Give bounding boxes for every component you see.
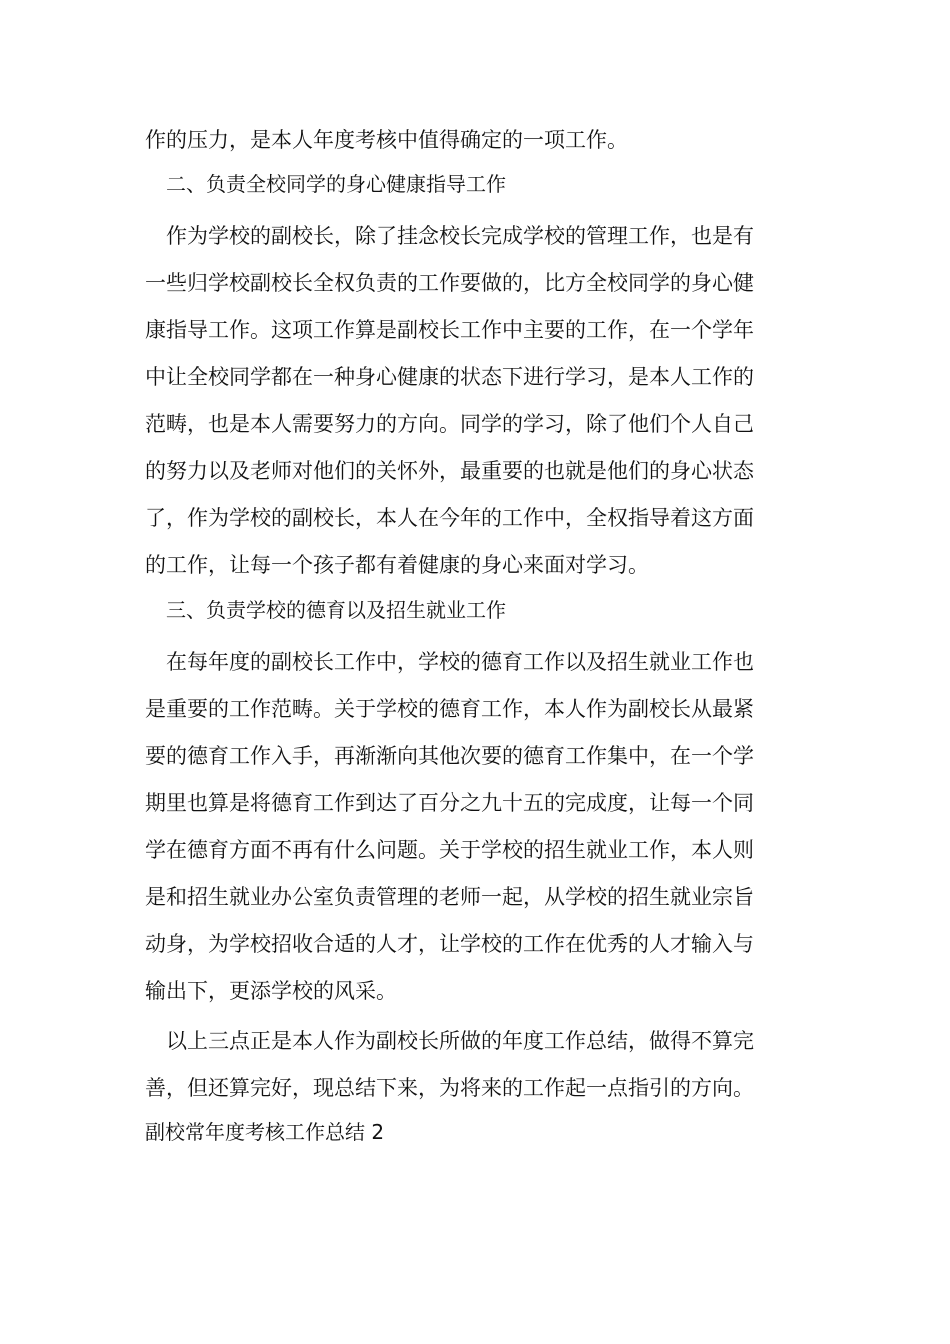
paragraph-line: 的工作，让每一个孩子都有着健康的身心来面对学习。: [145, 553, 649, 577]
paragraph-line: 以上三点正是本人作为副校长所做的年度工作总结，做得不算完: [166, 1029, 754, 1053]
paragraph-line: 了，作为学校的副校长，本人在今年的工作中，全权指导着这方面: [145, 506, 754, 530]
paragraph-line: 期里也算是将德育工作到达了百分之九十五的完成度，让每一个同: [145, 791, 754, 815]
paragraph-line: 作的压力，是本人年度考核中值得确定的一项工作。: [145, 128, 628, 152]
paragraph-line: 作为学校的副校长，除了挂念校长完成学校的管理工作，也是有: [166, 224, 754, 248]
paragraph-line: 是和招生就业办公室负责管理的老师一起，从学校的招生就业宗旨: [145, 885, 754, 909]
paragraph-line: 动身，为学校招收合适的人才，让学校的工作在优秀的人才输入与: [145, 932, 754, 956]
paragraph-line: 一些归学校副校长全权负责的工作要做的，比方全校同学的身心健: [145, 271, 754, 295]
paragraph-line: 善，但还算完好，现总结下来，为将来的工作起一点指引的方向。: [145, 1076, 754, 1100]
paragraph-line: 要的德育工作入手，再渐渐向其他次要的德育工作集中，在一个学: [145, 744, 754, 768]
paragraph-line: 输出下，更添学校的风采。: [145, 979, 397, 1003]
paragraph-line: 中让全校同学都在一种身心健康的状态下进行学习，是本人工作的: [145, 365, 754, 389]
paragraph-line: 康指导工作。这项工作算是副校长工作中主要的工作，在一个学年: [145, 318, 754, 342]
paragraph-line: 范畴，也是本人需要努力的方向。同学的学习，除了他们个人自己: [145, 412, 754, 436]
paragraph-line: 的努力以及老师对他们的关怀外，最重要的也就是他们的身心状态: [145, 459, 754, 483]
paragraph-line: 是重要的工作范畴。关于学校的德育工作，本人作为副校长从最紧: [145, 697, 754, 721]
section-heading: 三、负责学校的德育以及招生就业工作: [166, 598, 506, 622]
paragraph-line: 学在德育方面不再有什么问题。关于学校的招生就业工作，本人则: [145, 838, 754, 862]
section-heading: 二、负责全校同学的身心健康指导工作: [166, 172, 506, 196]
paragraph-line: 在每年度的副校长工作中，学校的德育工作以及招生就业工作也: [166, 650, 754, 674]
document-body: [145, 126, 810, 1146]
next-section-title: 副校常年度考核工作总结 2: [145, 1120, 385, 1144]
